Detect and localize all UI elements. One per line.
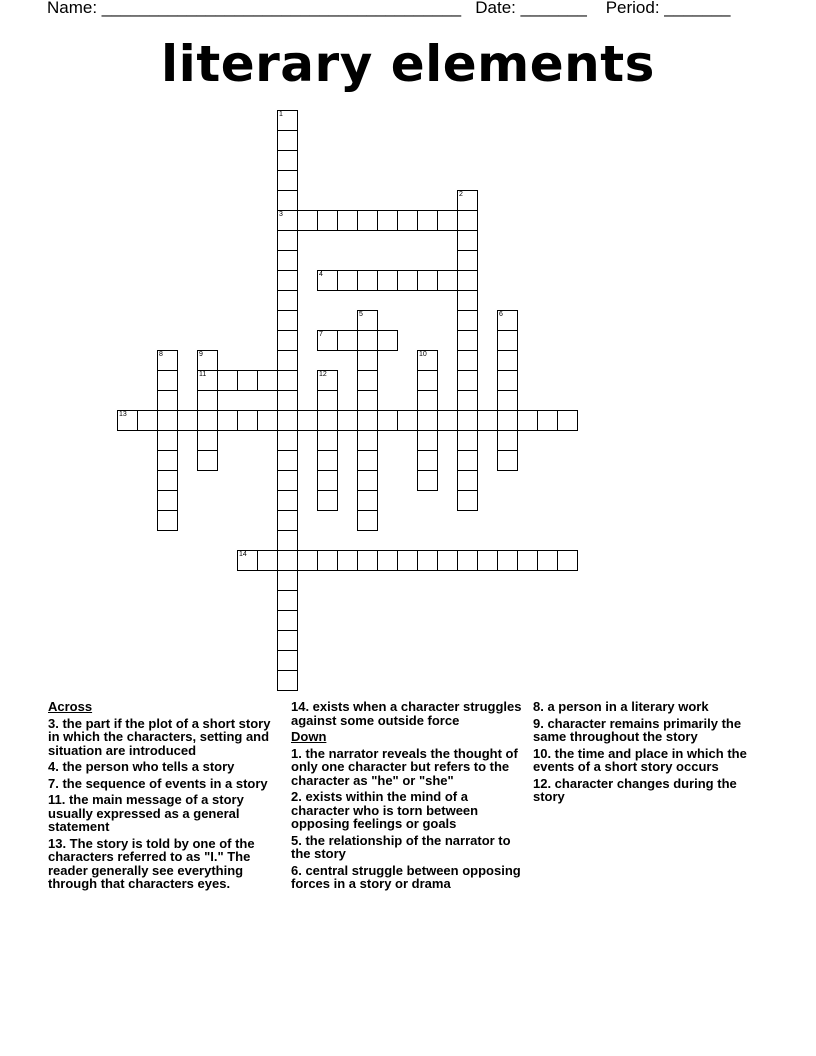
grid-cell[interactable] — [357, 490, 378, 511]
grid-cell[interactable] — [317, 450, 338, 471]
grid-cell[interactable] — [497, 350, 518, 371]
grid-cell[interactable] — [377, 210, 398, 231]
clue-number: 7 — [319, 331, 323, 338]
grid-cell[interactable] — [237, 550, 258, 571]
grid-cell[interactable] — [277, 550, 298, 571]
grid-cell[interactable] — [317, 390, 338, 411]
grid-cell[interactable] — [357, 510, 378, 531]
grid-cell[interactable] — [277, 170, 298, 191]
grid-cell[interactable] — [337, 210, 358, 231]
grid-cell[interactable] — [117, 410, 138, 431]
grid-cell[interactable] — [277, 190, 298, 211]
grid-cell[interactable] — [257, 370, 278, 391]
clue-number: 4 — [319, 271, 323, 278]
clues-column-1 — [48, 700, 280, 894]
clue-number: 12 — [319, 371, 327, 378]
grid-cell[interactable] — [457, 270, 478, 291]
grid-cell[interactable] — [517, 550, 538, 571]
grid-cell[interactable] — [457, 550, 478, 571]
grid-cell[interactable] — [277, 110, 298, 131]
grid-cell[interactable] — [157, 390, 178, 411]
grid-cell[interactable] — [357, 310, 378, 331]
clue-number: 14 — [239, 551, 247, 558]
grid-cell[interactable] — [317, 330, 338, 351]
clue-down-2: 2. exists within the mind of a character who is torn between opposing feelings or goals — [291, 789, 479, 831]
grid-cell[interactable] — [277, 590, 298, 611]
grid-cell[interactable] — [157, 490, 178, 511]
clue-down-8: 8. a person in a literary work — [533, 699, 709, 714]
grid-cell[interactable] — [157, 430, 178, 451]
clue-number: 13 — [119, 411, 127, 418]
grid-cell[interactable] — [317, 470, 338, 491]
grid-cell[interactable] — [457, 330, 478, 351]
grid-cell[interactable] — [297, 550, 318, 571]
grid-cell[interactable] — [497, 430, 518, 451]
grid-cell[interactable] — [277, 510, 298, 531]
clue-across-7: 7. the sequence of events in a story — [48, 775, 268, 791]
across-heading: Across — [48, 699, 93, 714]
clue-number: 6 — [499, 311, 503, 318]
grid-cell[interactable] — [357, 390, 378, 411]
grid-cell[interactable] — [277, 330, 298, 351]
grid-cell[interactable] — [557, 550, 578, 571]
grid-cell[interactable] — [277, 530, 298, 551]
grid-cell[interactable] — [217, 410, 238, 431]
grid-cell[interactable] — [457, 230, 478, 251]
grid-cell[interactable] — [357, 430, 378, 451]
grid-cell[interactable] — [197, 350, 218, 371]
clue-number: 8 — [159, 351, 163, 358]
grid-cell[interactable] — [357, 450, 378, 471]
clue-down-1: 1. the narrator reveals the thought of only one character but refers to the character as "he" or "she" — [291, 745, 518, 788]
grid-cell[interactable] — [277, 210, 298, 231]
grid-cell[interactable] — [397, 270, 418, 291]
grid-cell[interactable] — [137, 410, 158, 431]
grid-cell[interactable] — [277, 310, 298, 331]
grid-cell[interactable] — [457, 250, 478, 271]
grid-cell[interactable] — [417, 370, 438, 391]
grid-cell[interactable] — [197, 410, 218, 431]
grid-cell[interactable] — [197, 390, 218, 411]
grid-cell[interactable] — [397, 210, 418, 231]
grid-cell[interactable] — [357, 270, 378, 291]
grid-cell[interactable] — [557, 410, 578, 431]
grid-cell[interactable] — [297, 410, 318, 431]
grid-cell[interactable] — [357, 370, 378, 391]
grid-cell[interactable] — [537, 410, 558, 431]
grid-cell[interactable] — [157, 470, 178, 491]
grid-cell[interactable] — [277, 490, 298, 511]
grid-cell[interactable] — [337, 550, 358, 571]
grid-cell[interactable] — [377, 410, 398, 431]
grid-cell[interactable] — [277, 570, 298, 591]
grid-cell[interactable] — [497, 410, 518, 431]
grid-cell[interactable] — [397, 410, 418, 431]
grid-cell[interactable] — [277, 670, 298, 691]
grid-cell[interactable] — [237, 410, 258, 431]
grid-cell[interactable] — [277, 250, 298, 271]
clue-across-3: 3. the part if the plot of a short story in which the characters, setting and situation are introduced — [48, 715, 271, 758]
grid-cell[interactable] — [217, 370, 238, 391]
grid-cell[interactable] — [357, 550, 378, 571]
grid-cell[interactable] — [277, 390, 298, 411]
grid-cell[interactable] — [337, 270, 358, 291]
grid-cell[interactable] — [417, 350, 438, 371]
grid-cell[interactable] — [377, 550, 398, 571]
clues-column-2 — [291, 700, 523, 894]
grid-cell[interactable] — [157, 510, 178, 531]
grid-cell[interactable] — [377, 330, 398, 351]
grid-cell[interactable] — [357, 350, 378, 371]
grid-cell[interactable] — [417, 210, 438, 231]
clue-across-13: 13. The story is told by one of the characters referred to as "I." The reader generally see everything through that characters eyes. — [48, 835, 255, 891]
grid-cell[interactable] — [257, 550, 278, 571]
grid-cell[interactable] — [197, 450, 218, 471]
grid-cell[interactable] — [277, 290, 298, 311]
grid-cell[interactable] — [277, 350, 298, 371]
clue-number: 9 — [199, 351, 203, 358]
page-title: literary elements — [161, 35, 655, 93]
grid-cell[interactable] — [457, 370, 478, 391]
grid-cell[interactable] — [517, 410, 538, 431]
grid-cell[interactable] — [477, 410, 498, 431]
clue-down-10: 10. the time and place in which the events of a short story occurs — [533, 745, 747, 774]
grid-cell[interactable] — [357, 330, 378, 351]
grid-cell[interactable] — [157, 350, 178, 371]
clue-across-4: 4. the person who tells a story — [48, 759, 235, 774]
grid-cell[interactable] — [497, 390, 518, 411]
grid-cell[interactable] — [457, 410, 478, 431]
grid-cell[interactable] — [457, 290, 478, 311]
grid-cell[interactable] — [257, 410, 278, 431]
name-field[interactable]: Name: ______________________________________ — [47, 0, 462, 17]
clue-down-5: 5. the relationship of the narrator to the story — [291, 832, 511, 861]
grid-cell[interactable] — [317, 270, 338, 291]
grid-cell[interactable] — [357, 410, 378, 431]
clue-down-12: 12. character changes during the story — [533, 775, 737, 804]
grid-cell[interactable] — [157, 410, 178, 431]
clue-number: 2 — [459, 191, 463, 198]
grid-cell[interactable] — [317, 210, 338, 231]
grid-cell[interactable] — [157, 370, 178, 391]
grid-cell[interactable] — [417, 410, 438, 431]
grid-cell[interactable] — [277, 650, 298, 671]
grid-cell[interactable] — [277, 430, 298, 451]
grid-cell[interactable] — [317, 370, 338, 391]
clue-across-14: 14. exists when a character struggles against some outside force — [291, 699, 522, 728]
grid-cell[interactable] — [317, 490, 338, 511]
grid-cell[interactable] — [417, 470, 438, 491]
grid-cell[interactable] — [477, 550, 498, 571]
clue-down-9: 9. character remains primarily the same throughout the story — [533, 715, 742, 744]
grid-cell[interactable] — [417, 390, 438, 411]
grid-cell[interactable] — [277, 410, 298, 431]
grid-cell[interactable] — [277, 230, 298, 251]
clue-number: 5 — [359, 311, 363, 318]
grid-cell[interactable] — [317, 550, 338, 571]
grid-cell[interactable] — [377, 270, 398, 291]
grid-cell[interactable] — [437, 210, 458, 231]
grid-cell[interactable] — [497, 450, 518, 471]
grid-cell[interactable] — [397, 550, 418, 571]
grid-cell[interactable] — [417, 550, 438, 571]
grid-cell[interactable] — [277, 610, 298, 631]
grid-cell[interactable] — [317, 410, 338, 431]
grid-cell[interactable] — [497, 310, 518, 331]
grid-cell[interactable] — [277, 130, 298, 151]
grid-cell[interactable] — [497, 370, 518, 391]
grid-cell[interactable] — [157, 450, 178, 471]
grid-cell[interactable] — [297, 210, 318, 231]
down-heading: Down — [291, 729, 327, 744]
clue-number: 11 — [199, 371, 207, 378]
grid-cell[interactable] — [357, 210, 378, 231]
grid-cell[interactable] — [457, 310, 478, 331]
grid-cell[interactable] — [537, 550, 558, 571]
grid-cell[interactable] — [457, 490, 478, 511]
grid-cell[interactable] — [277, 370, 298, 391]
grid-cell[interactable] — [277, 450, 298, 471]
grid-cell[interactable] — [457, 190, 478, 211]
clue-down-6: 6. central struggle between opposing forces in a story or drama — [291, 862, 521, 891]
grid-cell[interactable] — [417, 430, 438, 451]
clue-number: 3 — [279, 211, 283, 218]
grid-cell[interactable] — [277, 470, 298, 491]
grid-cell[interactable] — [497, 550, 518, 571]
date-field[interactable]: Date: _______ — [475, 0, 587, 17]
grid-cell[interactable] — [457, 210, 478, 231]
grid-cell[interactable] — [437, 410, 458, 431]
clues-column-3 — [533, 700, 769, 807]
grid-cell[interactable] — [337, 410, 358, 431]
grid-cell[interactable] — [177, 410, 198, 431]
grid-cell[interactable] — [497, 330, 518, 351]
grid-cell[interactable] — [457, 430, 478, 451]
grid-cell[interactable] — [457, 350, 478, 371]
clue-number: 10 — [419, 351, 427, 358]
grid-cell[interactable] — [337, 330, 358, 351]
grid-cell[interactable] — [457, 450, 478, 471]
grid-cell[interactable] — [457, 470, 478, 491]
grid-cell[interactable] — [317, 430, 338, 451]
grid-cell[interactable] — [277, 150, 298, 171]
grid-cell[interactable] — [357, 470, 378, 491]
grid-cell[interactable] — [417, 270, 438, 291]
grid-cell[interactable] — [277, 630, 298, 651]
grid-cell[interactable] — [437, 550, 458, 571]
grid-cell[interactable] — [437, 270, 458, 291]
grid-cell[interactable] — [417, 450, 438, 471]
grid-cell[interactable] — [197, 430, 218, 451]
period-field[interactable]: Period: _______ — [605, 0, 731, 17]
grid-cell[interactable] — [457, 390, 478, 411]
grid-cell[interactable] — [277, 270, 298, 291]
clue-across-11: 11. the main message of a story usually expressed as a general statement — [48, 792, 244, 834]
grid-cell[interactable] — [197, 370, 218, 391]
clue-number: 1 — [279, 111, 283, 118]
grid-cell[interactable] — [237, 370, 258, 391]
